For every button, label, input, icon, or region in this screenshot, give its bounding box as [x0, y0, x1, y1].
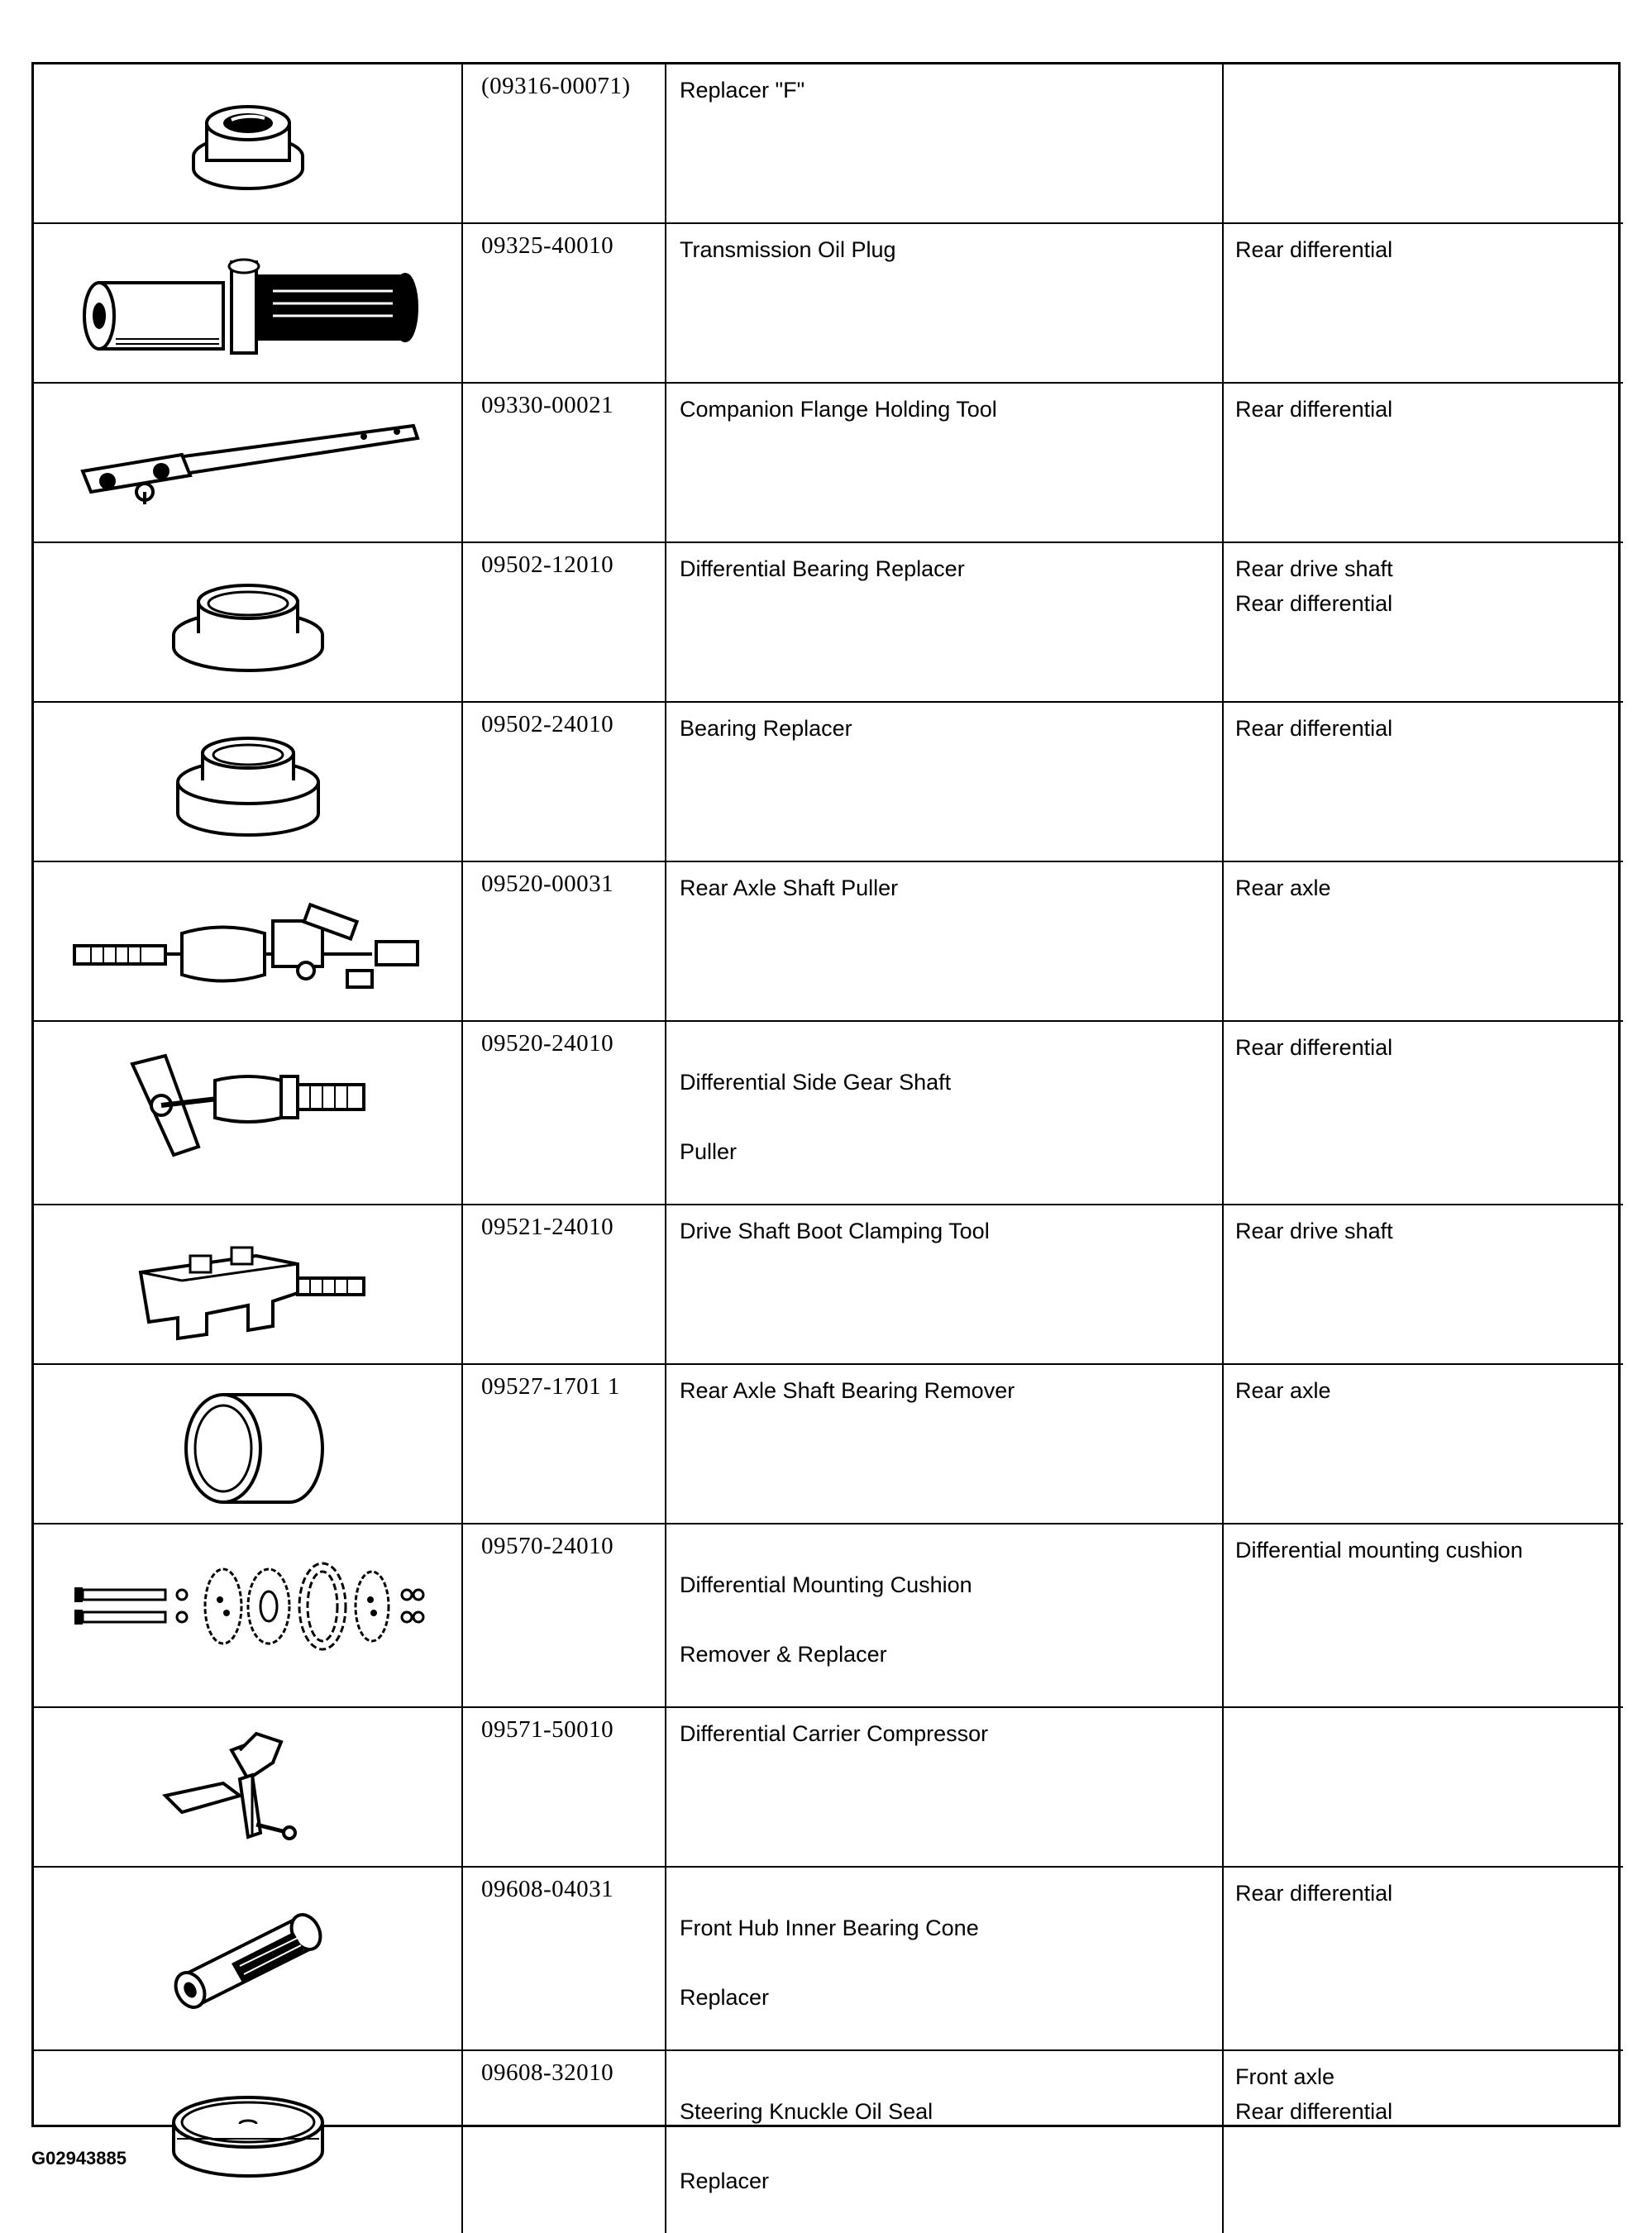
side-gear-puller-icon	[116, 1039, 380, 1163]
flange-holding-tool-icon	[66, 413, 430, 513]
part-number-cell	[462, 702, 666, 861]
tool-name-cell	[666, 223, 1223, 383]
part-number-cell	[462, 861, 666, 1021]
usage-cell	[1223, 861, 1623, 1021]
usage-item: Rear differential	[1235, 1035, 1393, 1060]
usage-item: Rear differential	[1235, 716, 1393, 741]
illustration-cell	[34, 1205, 462, 1364]
part-number-cell	[462, 383, 666, 542]
table-row	[34, 223, 1623, 383]
table-row	[34, 64, 1623, 223]
usage-cell	[1223, 1021, 1623, 1205]
illustration-cell	[34, 2050, 462, 2233]
oil-plug-icon	[66, 241, 430, 365]
bearing-replacer-icon	[169, 724, 327, 840]
usage-cell	[1223, 2050, 1623, 2233]
illustration-cell	[34, 64, 462, 223]
usage-item: Differential mounting cushion	[1235, 1538, 1523, 1563]
part-number: 09325-40010	[481, 232, 614, 259]
carrier-compressor-icon	[149, 1717, 347, 1858]
table-row	[34, 383, 1623, 542]
tool-name: Front Hub Inner Bearing Cone	[680, 1916, 979, 1940]
tool-name: Companion Flange Holding Tool	[680, 397, 997, 422]
usage-item: Rear drive shaft	[1235, 556, 1393, 581]
usage-cell	[1223, 1524, 1623, 1707]
part-number: 09520-00031	[481, 871, 614, 897]
tool-name-cell	[666, 861, 1223, 1021]
usage-cell	[1223, 1364, 1623, 1524]
part-number-cell	[462, 1205, 666, 1364]
table-row	[34, 1707, 1623, 1867]
usage-cell	[1223, 383, 1623, 542]
illustration-cell	[34, 702, 462, 861]
part-number-cell	[462, 64, 666, 223]
tool-name: Replacer "F"	[680, 78, 805, 103]
part-number: (09316-00071)	[481, 73, 631, 99]
tool-name-cell	[666, 1205, 1223, 1364]
usage-cell	[1223, 1867, 1623, 2050]
usage-item: Rear drive shaft	[1235, 1219, 1393, 1243]
tool-name: Rear Axle Shaft Bearing Remover	[680, 1378, 1015, 1403]
part-number: 09520-24010	[481, 1030, 614, 1057]
part-number-cell	[462, 1867, 666, 2050]
tool-name-cell	[666, 64, 1223, 223]
usage-cell	[1223, 542, 1623, 702]
illustration-cell	[34, 1707, 462, 1867]
usage-cell	[1223, 223, 1623, 383]
tool-name-continued: Remover & Replacer	[680, 1642, 887, 1667]
part-number-cell	[462, 2050, 666, 2233]
part-number-cell	[462, 1524, 666, 1707]
oil-seal-replacer-icon	[165, 2073, 331, 2188]
part-number-cell	[462, 542, 666, 702]
part-number: 09570-24010	[481, 1533, 614, 1559]
tool-name: Steering Knuckle Oil Seal	[680, 2099, 933, 2124]
part-number: 09608-04031	[481, 1876, 614, 1902]
table-row	[34, 861, 1623, 1021]
illustration-cell	[34, 1867, 462, 2050]
usage-item: Rear differential	[1235, 591, 1393, 616]
illustration-cell	[34, 1021, 462, 1205]
tool-name-cell	[666, 542, 1223, 702]
table-row	[34, 542, 1623, 702]
part-number-cell	[462, 1021, 666, 1205]
tool-name-cell	[666, 1867, 1223, 2050]
part-number: 09502-12010	[481, 551, 614, 578]
part-number: 09571-50010	[481, 1716, 614, 1743]
part-number: 09608-32010	[481, 2059, 614, 2086]
usage-cell	[1223, 702, 1623, 861]
table-row	[34, 702, 1623, 861]
illustration-cell	[34, 542, 462, 702]
tool-name: Rear Axle Shaft Puller	[680, 876, 899, 900]
illustration-cell	[34, 383, 462, 542]
illustration-cell	[34, 1364, 462, 1524]
usage-cell	[1223, 1205, 1623, 1364]
usage-cell	[1223, 64, 1623, 223]
tool-name-cell	[666, 1021, 1223, 1205]
tool-name-cell	[666, 1707, 1223, 1867]
tool-name-cell	[666, 1524, 1223, 1707]
tool-name-continued: Replacer	[680, 2169, 770, 2193]
part-number: 09330-00021	[481, 392, 614, 418]
part-number-cell	[462, 1364, 666, 1524]
tool-name-continued: Replacer	[680, 1985, 770, 2010]
part-number-cell	[462, 223, 666, 383]
document-code: G02943885	[31, 2148, 127, 2169]
cushion-remover-set-icon	[66, 1550, 430, 1658]
part-number: 09502-24010	[481, 711, 614, 737]
tool-name-cell	[666, 702, 1223, 861]
part-number: 09521-24010	[481, 1214, 614, 1240]
replacer-icon	[182, 90, 314, 198]
special-service-tools-table	[34, 64, 1623, 2233]
tool-name: Bearing Replacer	[680, 716, 852, 741]
tool-name-cell	[666, 383, 1223, 542]
part-number: 09527-1701 1	[481, 1373, 620, 1400]
tool-name-cell	[666, 2050, 1223, 2233]
usage-cell	[1223, 1707, 1623, 1867]
tool-name: Differential Side Gear Shaft	[680, 1070, 952, 1095]
illustration-cell	[34, 861, 462, 1021]
table-row	[34, 1524, 1623, 1707]
illustration-cell	[34, 1524, 462, 1707]
boot-clamping-tool-icon	[107, 1227, 389, 1343]
tool-name: Transmission Oil Plug	[680, 237, 896, 262]
usage-item: Rear axle	[1235, 1378, 1331, 1403]
usage-item: Rear axle	[1235, 876, 1331, 900]
table-row	[34, 1867, 1623, 2050]
bearing-replacer-ring-icon	[165, 569, 331, 676]
table-row	[34, 1205, 1623, 1364]
usage-item: Rear differential	[1235, 397, 1393, 422]
part-number-cell	[462, 1707, 666, 1867]
usage-item: Rear differential	[1235, 1881, 1393, 1906]
tool-name: Differential Bearing Replacer	[680, 556, 965, 581]
axle-shaft-puller-icon	[58, 888, 438, 995]
table-row	[34, 1364, 1623, 1524]
usage-item: Front axle	[1235, 2064, 1335, 2089]
bearing-cone-replacer-icon	[157, 1885, 339, 2009]
table-row	[34, 1021, 1623, 1205]
usage-item: Rear differential	[1235, 2099, 1393, 2124]
illustration-cell	[34, 223, 462, 383]
bearing-remover-icon	[165, 1378, 331, 1510]
tool-name-continued: Puller	[680, 1139, 738, 1164]
table-row	[34, 2050, 1623, 2233]
usage-item: Rear differential	[1235, 237, 1393, 262]
tool-name: Differential Mounting Cushion	[680, 1572, 972, 1597]
tool-name-cell	[666, 1364, 1223, 1524]
tool-name: Differential Carrier Compressor	[680, 1721, 989, 1746]
tool-name: Drive Shaft Boot Clamping Tool	[680, 1219, 990, 1243]
